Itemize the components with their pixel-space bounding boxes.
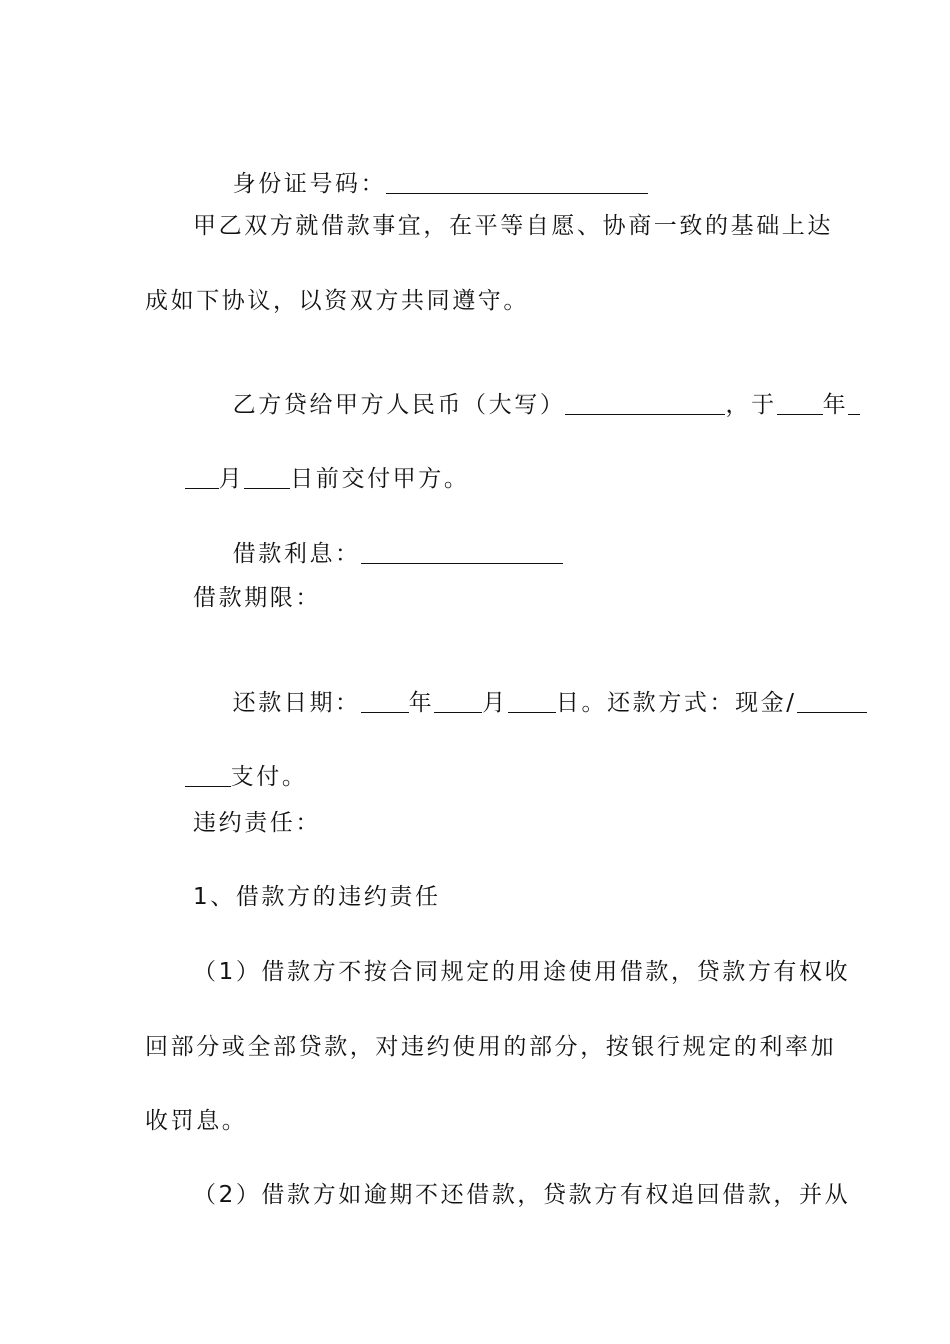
- loan-year-blank[interactable]: [777, 392, 823, 415]
- repayment-year-label: 年: [408, 690, 435, 716]
- loan-month-label: 月: [218, 466, 245, 492]
- repayment-method-blank-start[interactable]: [797, 690, 867, 713]
- loan-month-blank-end[interactable]: [185, 466, 219, 489]
- loan-amount-label: 乙方贷给甲方人民币（大写）: [232, 392, 566, 418]
- repayment-year-blank[interactable]: [361, 690, 409, 713]
- id-number-label: 身份证号码：: [232, 171, 387, 197]
- payment-suffix: 支付。: [230, 764, 308, 790]
- loan-day-blank[interactable]: [244, 466, 290, 489]
- repayment-day-blank[interactable]: [508, 690, 556, 713]
- loan-month-blank-start[interactable]: [848, 392, 860, 415]
- clause-1-line-2: 回部分或全部贷款，对违约使用的部分，按银行规定的利率加: [145, 1034, 837, 1060]
- id-number-blank[interactable]: [386, 171, 648, 194]
- loan-term-line: 借款期限：: [193, 585, 321, 611]
- repayment-month-label: 月: [482, 690, 508, 716]
- repayment-month-blank[interactable]: [434, 690, 482, 713]
- repayment-date-label: 还款日期：: [232, 690, 361, 716]
- paragraph-agreement-line-2: 成如下协议，以资双方共同遵守。: [145, 288, 529, 314]
- loan-year-label: 年: [822, 392, 849, 418]
- interest-blank[interactable]: [361, 541, 563, 564]
- repayment-method-label: 日。还款方式：现金/: [555, 690, 797, 716]
- interest-label: 借款利息：: [232, 541, 361, 567]
- liability-heading: 违约责任：: [193, 810, 321, 836]
- clause-1-line-3: 收罚息。: [145, 1108, 248, 1134]
- paragraph-agreement-line-1: 甲乙双方就借款事宜，在平等自愿、协商一致的基础上达: [193, 213, 833, 239]
- loan-amount-blank[interactable]: [565, 392, 725, 415]
- clause-2-line-1: （2）借款方如逾期不还借款，贷款方有权追回借款，并从: [193, 1182, 851, 1208]
- loan-delivery-text: 日前交付甲方。: [290, 466, 470, 492]
- loan-date-prefix: ，于: [725, 392, 777, 418]
- repayment-method-blank-end[interactable]: [185, 764, 231, 787]
- borrower-liability-heading: 1、借款方的违约责任: [193, 884, 441, 910]
- clause-1-line-1: （1）借款方不按合同规定的用途使用借款，贷款方有权收: [193, 959, 851, 985]
